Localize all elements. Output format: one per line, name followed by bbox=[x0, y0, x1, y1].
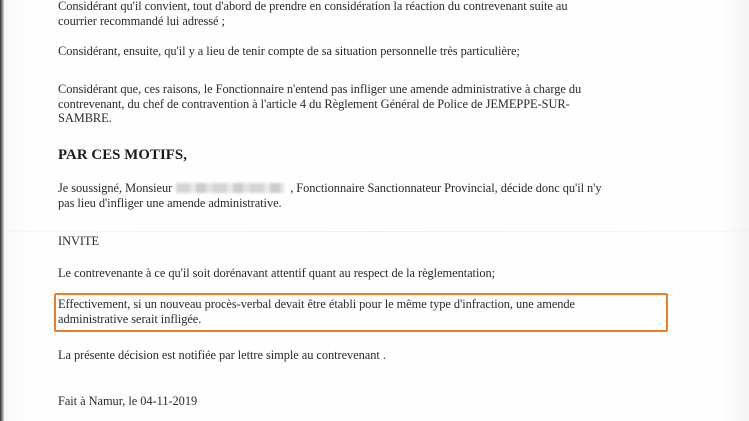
paragraph-no-fine-line1: Considérant que, ces raisons, le Fonctionnaire n'entend pas infliger une amende administrative à charge du bbox=[58, 82, 582, 96]
paragraph-reaction bbox=[58, 0, 698, 28]
paragraph-warning-line1: Effectivement, si un nouveau procès-verbal devait être établi pour le même type d'infraction, une amende bbox=[58, 297, 576, 311]
invite-label: INVITE bbox=[58, 234, 99, 248]
paper-fold-line bbox=[0, 231, 749, 232]
section-heading-motifs: PAR CES MOTIFS, bbox=[58, 147, 188, 163]
redacted-name bbox=[176, 183, 284, 193]
paragraph-no-fine-line2: contrevenant, du chef de contravention à l'article 4 du Règlement Général de Police de JEMEPPE-SUR- bbox=[58, 96, 570, 111]
paragraph-warning bbox=[58, 297, 698, 326]
paragraph-decision bbox=[58, 181, 698, 210]
paragraph-reaction-line2: courrier recommandé lui adressé ; bbox=[58, 13, 225, 28]
paragraph-no-fine-line3: SAMBRE. bbox=[58, 111, 112, 125]
decision-intro-text: Je soussigné, Monsieur bbox=[58, 181, 173, 195]
signoff-place-date: Fait à Namur, le 04-11-2019 bbox=[58, 394, 198, 408]
paragraph-no-fine bbox=[58, 82, 698, 126]
paragraph-decision-line2: pas lieu d'infliger une amende administrative. bbox=[58, 195, 282, 210]
paragraph-reaction-line1: Considérant qu'il convient, tout d'abord de prendre en considération la réaction du contrevenant suite au bbox=[58, 0, 568, 13]
paragraph-situation-line: Considérant, ensuite, qu'il y a lieu de tenir compte de sa situation personnelle très particulière; bbox=[58, 44, 520, 58]
decision-role-text: , Fonctionnaire Sanctionnateur Provincial, décide donc qu'il n'y bbox=[290, 181, 602, 195]
page-edge-shadow bbox=[0, 0, 4, 421]
paragraph-attentive: Le contrevenante à ce qu'il soit dorénavant attentif quant au respect de la règlementation; bbox=[58, 266, 496, 280]
paragraph-decision-line1 bbox=[58, 181, 698, 196]
paragraph-warning-line2: administrative serait infligée. bbox=[58, 311, 202, 326]
paragraph-notification: La présente décision est notifiée par lettre simple au contrevenant . bbox=[58, 348, 386, 362]
paragraph-situation bbox=[58, 44, 698, 59]
